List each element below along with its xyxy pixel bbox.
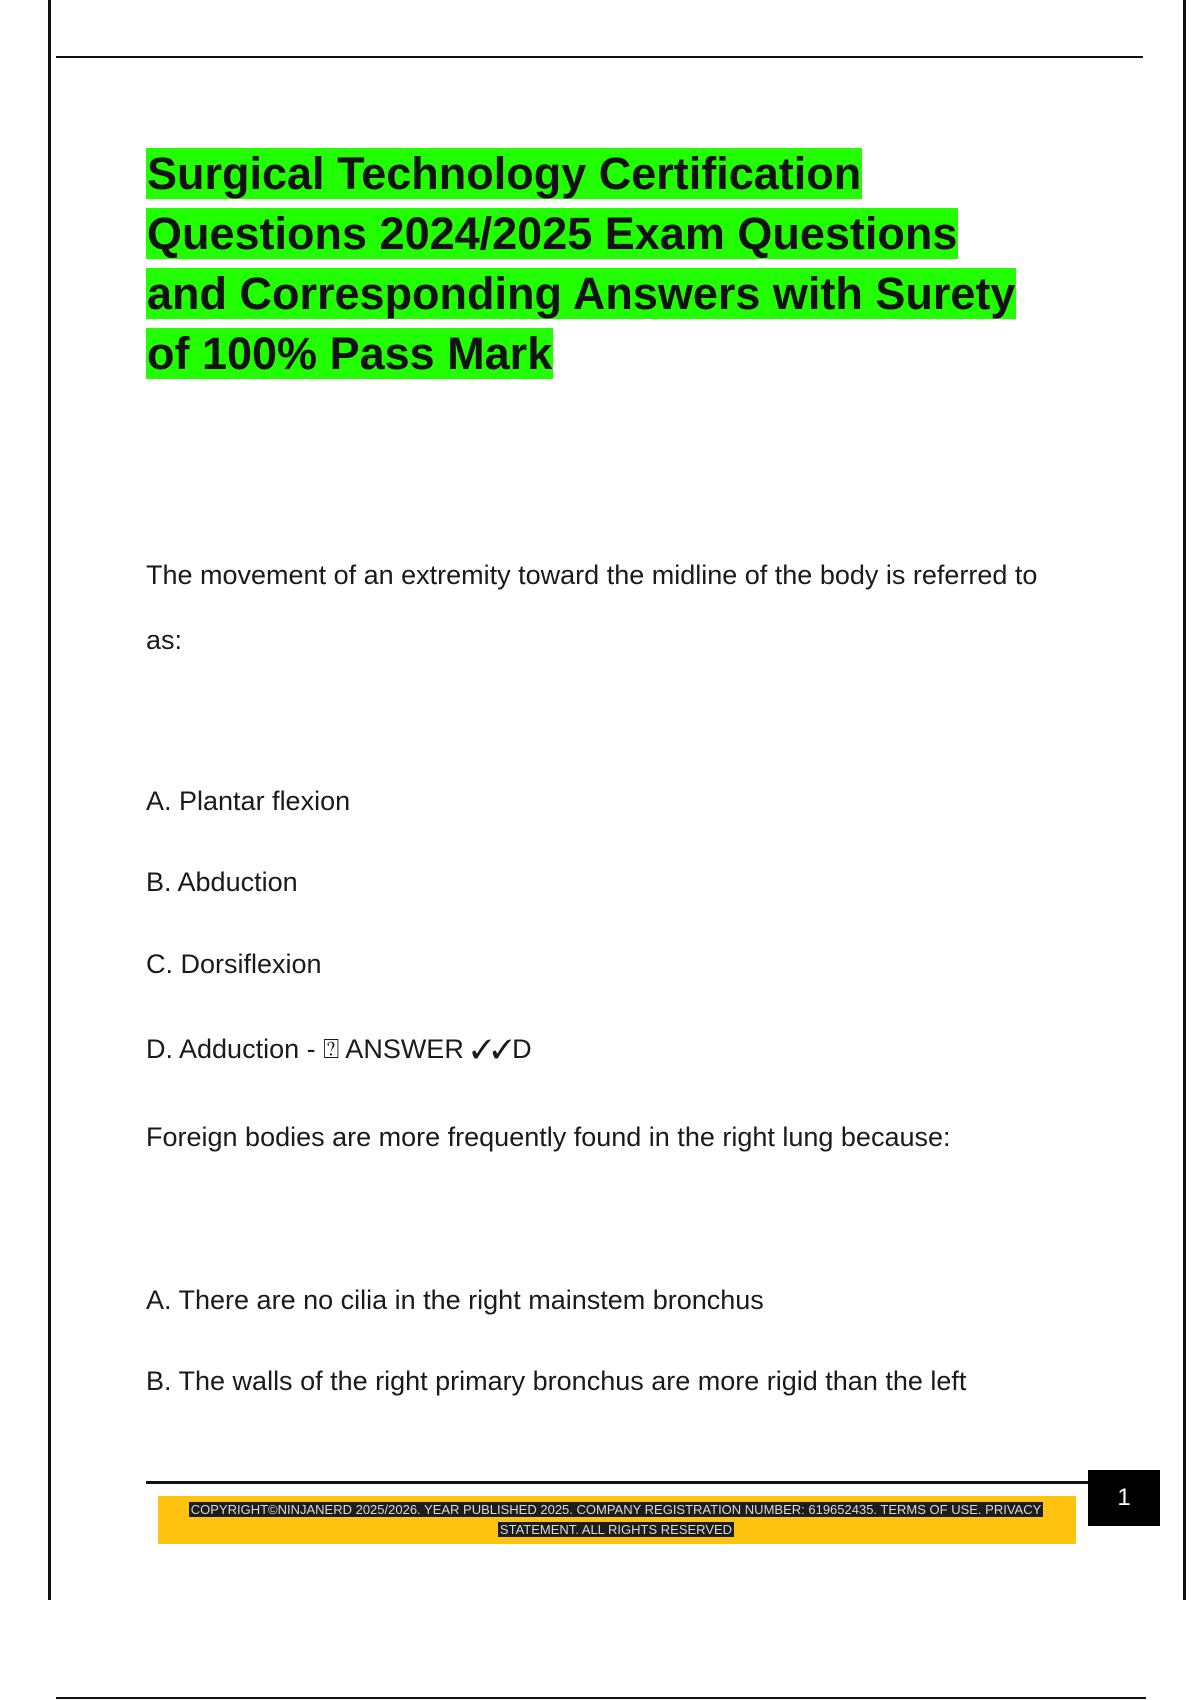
title-line: of 100% Pass Mark bbox=[147, 328, 553, 379]
question-1-text: The movement of an extremity toward the midline of the body is referred to bbox=[146, 560, 1038, 590]
question-2-option-a: A. There are no cilia in the right mainstem bronchus bbox=[146, 1285, 764, 1315]
question-2-text: Foreign bodies are more frequently found in the right lung because: bbox=[146, 1122, 951, 1152]
question-1-option-b: B. Abduction bbox=[146, 867, 298, 897]
page-right-border bbox=[1183, 0, 1186, 1600]
footer-copyright bbox=[172, 1500, 1060, 1540]
footer-copyright-line: STATEMENT. ALL RIGHTS RESERVED bbox=[499, 1522, 733, 1537]
page-left-border bbox=[48, 0, 51, 1600]
header-rule bbox=[56, 56, 1143, 58]
question-1-option-a: A. Plantar flexion bbox=[146, 786, 351, 816]
question-1-option-c: C. Dorsiflexion bbox=[146, 949, 322, 979]
footer-rule bbox=[146, 1481, 1088, 1484]
title-line: Questions 2024/2025 Exam Questions bbox=[147, 208, 958, 259]
title-line: and Corresponding Answers with Surety bbox=[147, 268, 1016, 319]
footer-copyright-line: COPYRIGHT©NINJANERD 2025/2026. YEAR PUBLISHED 2025. COMPANY REGISTRATION NUMBER: 619652435. TERMS OF USE. PRIVACY bbox=[190, 1502, 1042, 1517]
page-number: 1 bbox=[1088, 1470, 1160, 1526]
question-2-option-b: B. The walls of the right primary bronchus are more rigid than the left bbox=[146, 1366, 967, 1396]
title-line: Surgical Technology Certification bbox=[147, 148, 862, 199]
next-page-rule bbox=[56, 1697, 1146, 1699]
question-1-text-continued: as: bbox=[146, 625, 183, 655]
question-1-option-d-answer: D. Adduction - ⍰ ANSWER ✓✓D bbox=[146, 1034, 532, 1064]
document-title bbox=[146, 144, 1106, 384]
